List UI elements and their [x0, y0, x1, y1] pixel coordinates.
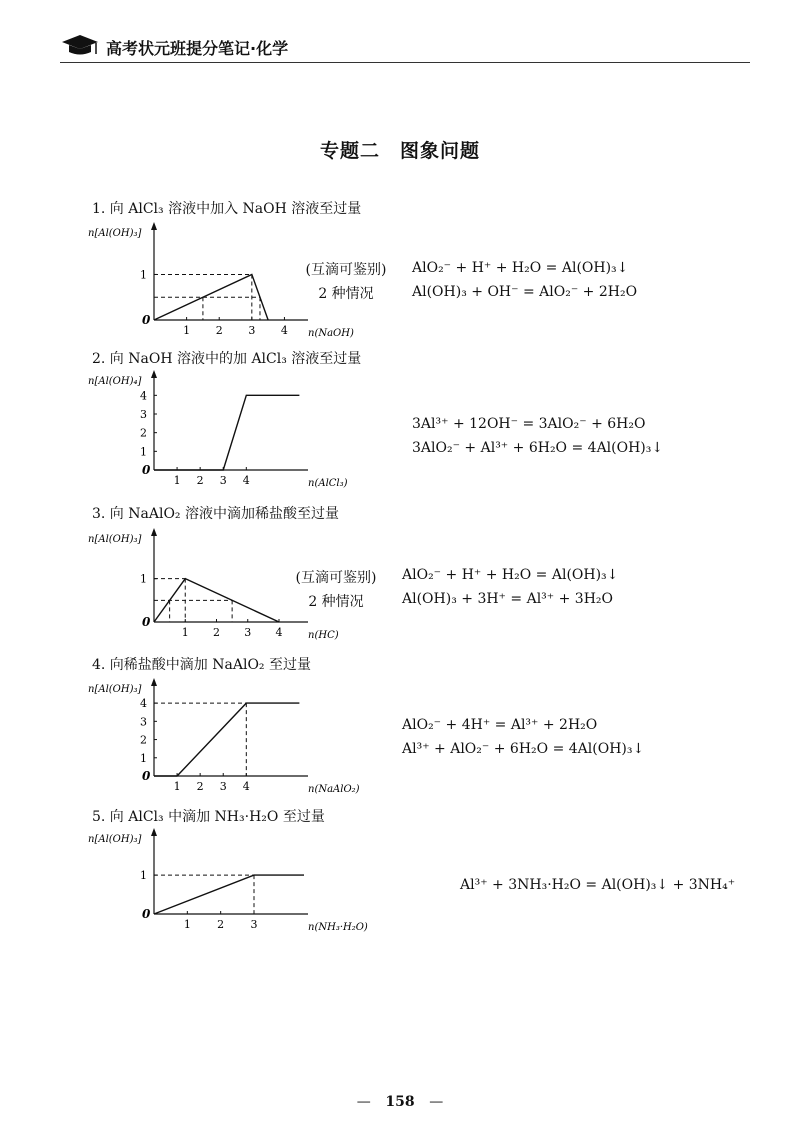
section-4-title: 4. 向稀盐酸中滴加 NaAlO₂ 至过量: [92, 657, 311, 673]
y-tick-label: 4: [140, 697, 147, 711]
section-2-equation-1: 3Al³⁺ + 12OH⁻ = 3AlO₂⁻ + 6H₂O: [412, 416, 646, 432]
section-3-note: [286, 566, 386, 614]
section-1-note: [296, 258, 396, 306]
x-tick-label: 1: [173, 780, 181, 793]
series-line: [154, 395, 299, 470]
footer-dash-left: —: [356, 1094, 371, 1110]
y-axis-arrow: [151, 528, 157, 536]
section-1-equation-2: Al(OH)₃ + OH⁻ = AlO₂⁻ + 2H₂O: [412, 284, 638, 300]
x-tick-label: 1: [173, 474, 181, 487]
y-tick-label: 3: [140, 408, 147, 421]
section-4-graph: [84, 676, 360, 804]
running-header: [60, 30, 750, 70]
y-axis-label: n[Al(OH)₃]: [88, 684, 142, 695]
section-3-equation-2: Al(OH)₃ + 3H⁺ = Al³⁺ + 3H₂O: [402, 591, 614, 607]
y-tick-label: 2: [140, 426, 147, 440]
x-tick-label: 3: [244, 626, 252, 639]
section-2-title: 2. 向 NaOH 溶液中的加 AlCl₃ 溶液至过量: [92, 351, 362, 367]
graduation-cap-icon: [60, 34, 100, 58]
x-tick-label: 4: [242, 474, 250, 487]
origin-label: 0: [142, 615, 151, 629]
section-4-equation-2: Al³⁺ + AlO₂⁻ + 6H₂O = 4Al(OH)₃↓: [402, 741, 645, 757]
section-1-title: 1. 向 AlCl₃ 溶液中加入 NaOH 溶液至过量: [92, 201, 362, 217]
y-tick-label: 4: [140, 389, 147, 403]
section-1-note-line-2: 2 种情况: [318, 286, 374, 302]
x-axis-label: n(NaOH): [308, 328, 354, 339]
x-tick-label: 3: [219, 474, 227, 487]
y-axis-label: n[Al(OH)₃]: [88, 534, 142, 545]
y-axis-label: n[Al(OH)₃]: [88, 834, 142, 845]
y-axis-arrow: [151, 678, 157, 686]
y-tick-label: 1: [140, 445, 147, 459]
y-axis-arrow: [151, 828, 157, 836]
section-1-equation-1: AlO₂⁻ + H⁺ + H₂O = Al(OH)₃↓: [412, 260, 629, 276]
section-5-title: 5. 向 AlCl₃ 中滴加 NH₃·H₂O 至过量: [92, 809, 325, 825]
x-tick-label: 4: [275, 626, 283, 639]
y-tick-label: 3: [140, 715, 147, 729]
origin-label: 0: [142, 907, 151, 921]
origin-label: 0: [142, 463, 151, 477]
x-tick-label: 3: [219, 780, 227, 793]
x-tick-label: 1: [183, 324, 191, 337]
section-2-equation-2: 3AlO₂⁻ + Al³⁺ + 6H₂O = 4Al(OH)₃↓: [412, 440, 664, 456]
topic-title: 专题二 图象问题: [319, 140, 480, 162]
y-tick-label: 1: [140, 869, 147, 883]
y-axis-arrow: [151, 370, 157, 378]
x-tick-label: 3: [248, 324, 256, 337]
section-5-graph: [84, 826, 368, 942]
x-tick-label: 1: [181, 626, 189, 639]
header-rule: [60, 62, 750, 63]
page-footer: [0, 1094, 800, 1110]
page-number: 158: [385, 1094, 415, 1110]
y-tick-label: 1: [140, 572, 147, 586]
y-axis-arrow: [151, 222, 157, 230]
x-tick-label: 1: [183, 918, 191, 931]
x-axis-label: n(NH₃·H₂O): [308, 922, 368, 933]
origin-label: 0: [142, 313, 151, 327]
section-3-equation-1: AlO₂⁻ + H⁺ + H₂O = Al(OH)₃↓: [402, 567, 619, 583]
x-tick-label: 2: [196, 780, 204, 793]
section-1-note-line-1: (互滴可鉴别): [305, 262, 387, 278]
section-5-equation-1: Al³⁺ + 3NH₃·H₂O = Al(OH)₃↓ + 3NH₄⁺: [460, 877, 736, 893]
series-line: [154, 875, 304, 914]
x-tick-label: 4: [242, 780, 250, 793]
x-axis-label: n(AlCl₃): [308, 478, 348, 489]
section-3-title: 3. 向 NaAlO₂ 溶液中滴加稀盐酸至过量: [92, 506, 339, 522]
section-2-graph: [84, 368, 348, 498]
series-line: [154, 703, 299, 776]
book-title: 高考状元班提分笔记·化学: [106, 39, 289, 58]
origin-label: 0: [142, 769, 151, 783]
x-tick-label: 2: [213, 626, 220, 639]
x-tick-label: 3: [250, 918, 258, 931]
y-axis-label: n[Al(OH)₄]: [88, 376, 142, 387]
x-tick-label: 4: [280, 324, 288, 337]
footer-dash-right: —: [429, 1094, 444, 1110]
x-tick-label: 2: [196, 474, 204, 487]
series-line: [154, 579, 279, 622]
y-tick-label: 1: [140, 751, 147, 765]
y-axis-label: n[Al(OH)₃]: [88, 228, 142, 239]
y-tick-label: 2: [140, 733, 147, 747]
x-tick-label: 2: [215, 324, 223, 337]
section-4-equation-1: AlO₂⁻ + 4H⁺ = Al³⁺ + 2H₂O: [402, 717, 598, 733]
section-3-note-line-2: 2 种情况: [308, 594, 364, 610]
x-axis-label: n(HC): [308, 630, 339, 641]
x-axis-label: n(NaAlO₂): [308, 784, 360, 795]
y-tick-label: 1: [140, 268, 147, 282]
section-3-note-line-1: (互滴可鉴别): [295, 570, 377, 586]
x-tick-label: 2: [217, 918, 225, 931]
